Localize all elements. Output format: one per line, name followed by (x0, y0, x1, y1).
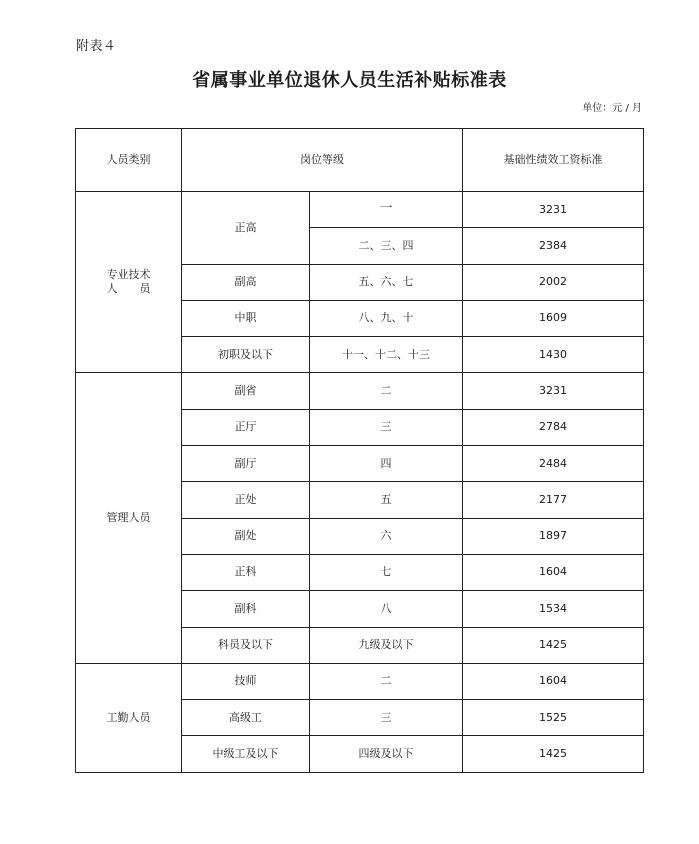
unit-note: 单位：元 / 月 (582, 103, 642, 114)
amount-cell: 1897 (463, 518, 644, 554)
category-cell: 管理人员 (76, 373, 182, 663)
category-cell: 专业技术 人 员 (76, 192, 182, 373)
amount-cell: 1604 (463, 663, 644, 699)
appendix-label: 附表４ (76, 39, 117, 54)
post-cell: 中级工及以下 (182, 736, 310, 772)
amount-cell: 1425 (463, 627, 644, 663)
header-category: 人员类别 (76, 129, 182, 192)
amount-cell: 3231 (463, 373, 644, 409)
post-cell: 副处 (182, 518, 310, 554)
grade-cell: 六 (310, 518, 463, 554)
post-cell: 高级工 (182, 700, 310, 736)
amount-cell: 1425 (463, 736, 644, 772)
header-standard: 基础性绩效工资标准 (463, 129, 644, 192)
post-cell: 正处 (182, 482, 310, 518)
grade-cell: 九级及以下 (310, 627, 463, 663)
amount-cell: 2384 (463, 228, 644, 264)
post-cell: 副高 (182, 264, 310, 300)
grade-cell: 八、九、十 (310, 300, 463, 336)
table-row (76, 192, 644, 228)
post-cell: 副厅 (182, 446, 310, 482)
table-row (76, 373, 644, 409)
post-cell: 初职及以下 (182, 337, 310, 373)
grade-cell: 三 (310, 409, 463, 445)
amount-cell: 3231 (463, 192, 644, 228)
grade-cell: 四级及以下 (310, 736, 463, 772)
amount-cell: 1430 (463, 337, 644, 373)
amount-cell: 2177 (463, 482, 644, 518)
table-header-row (76, 129, 644, 192)
grade-cell: 五、六、七 (310, 264, 463, 300)
grade-cell: 五 (310, 482, 463, 518)
header-post-level: 岗位等级 (182, 129, 463, 192)
post-cell: 正高 (182, 192, 310, 265)
post-cell: 正厅 (182, 409, 310, 445)
category-cell: 工勤人员 (76, 663, 182, 772)
table-row (76, 663, 644, 699)
amount-cell: 2784 (463, 409, 644, 445)
grade-cell: 八 (310, 591, 463, 627)
amount-cell: 1609 (463, 300, 644, 336)
subsidy-standard-table (75, 128, 644, 773)
amount-cell: 2002 (463, 264, 644, 300)
post-cell: 副科 (182, 591, 310, 627)
post-cell: 副省 (182, 373, 310, 409)
grade-cell: 七 (310, 554, 463, 590)
grade-cell: 四 (310, 446, 463, 482)
grade-cell: 二 (310, 663, 463, 699)
grade-cell: 二、三、四 (310, 228, 463, 264)
grade-cell: 十一、十二、十三 (310, 337, 463, 373)
post-cell: 科员及以下 (182, 627, 310, 663)
grade-cell: 三 (310, 700, 463, 736)
document-title: 省属事业单位退休人员生活补贴标准表 (192, 70, 507, 91)
amount-cell: 2484 (463, 446, 644, 482)
post-cell: 中职 (182, 300, 310, 336)
amount-cell: 1525 (463, 700, 644, 736)
post-cell: 正科 (182, 554, 310, 590)
post-cell: 技师 (182, 663, 310, 699)
grade-cell: 一 (310, 192, 463, 228)
amount-cell: 1604 (463, 554, 644, 590)
amount-cell: 1534 (463, 591, 644, 627)
grade-cell: 二 (310, 373, 463, 409)
